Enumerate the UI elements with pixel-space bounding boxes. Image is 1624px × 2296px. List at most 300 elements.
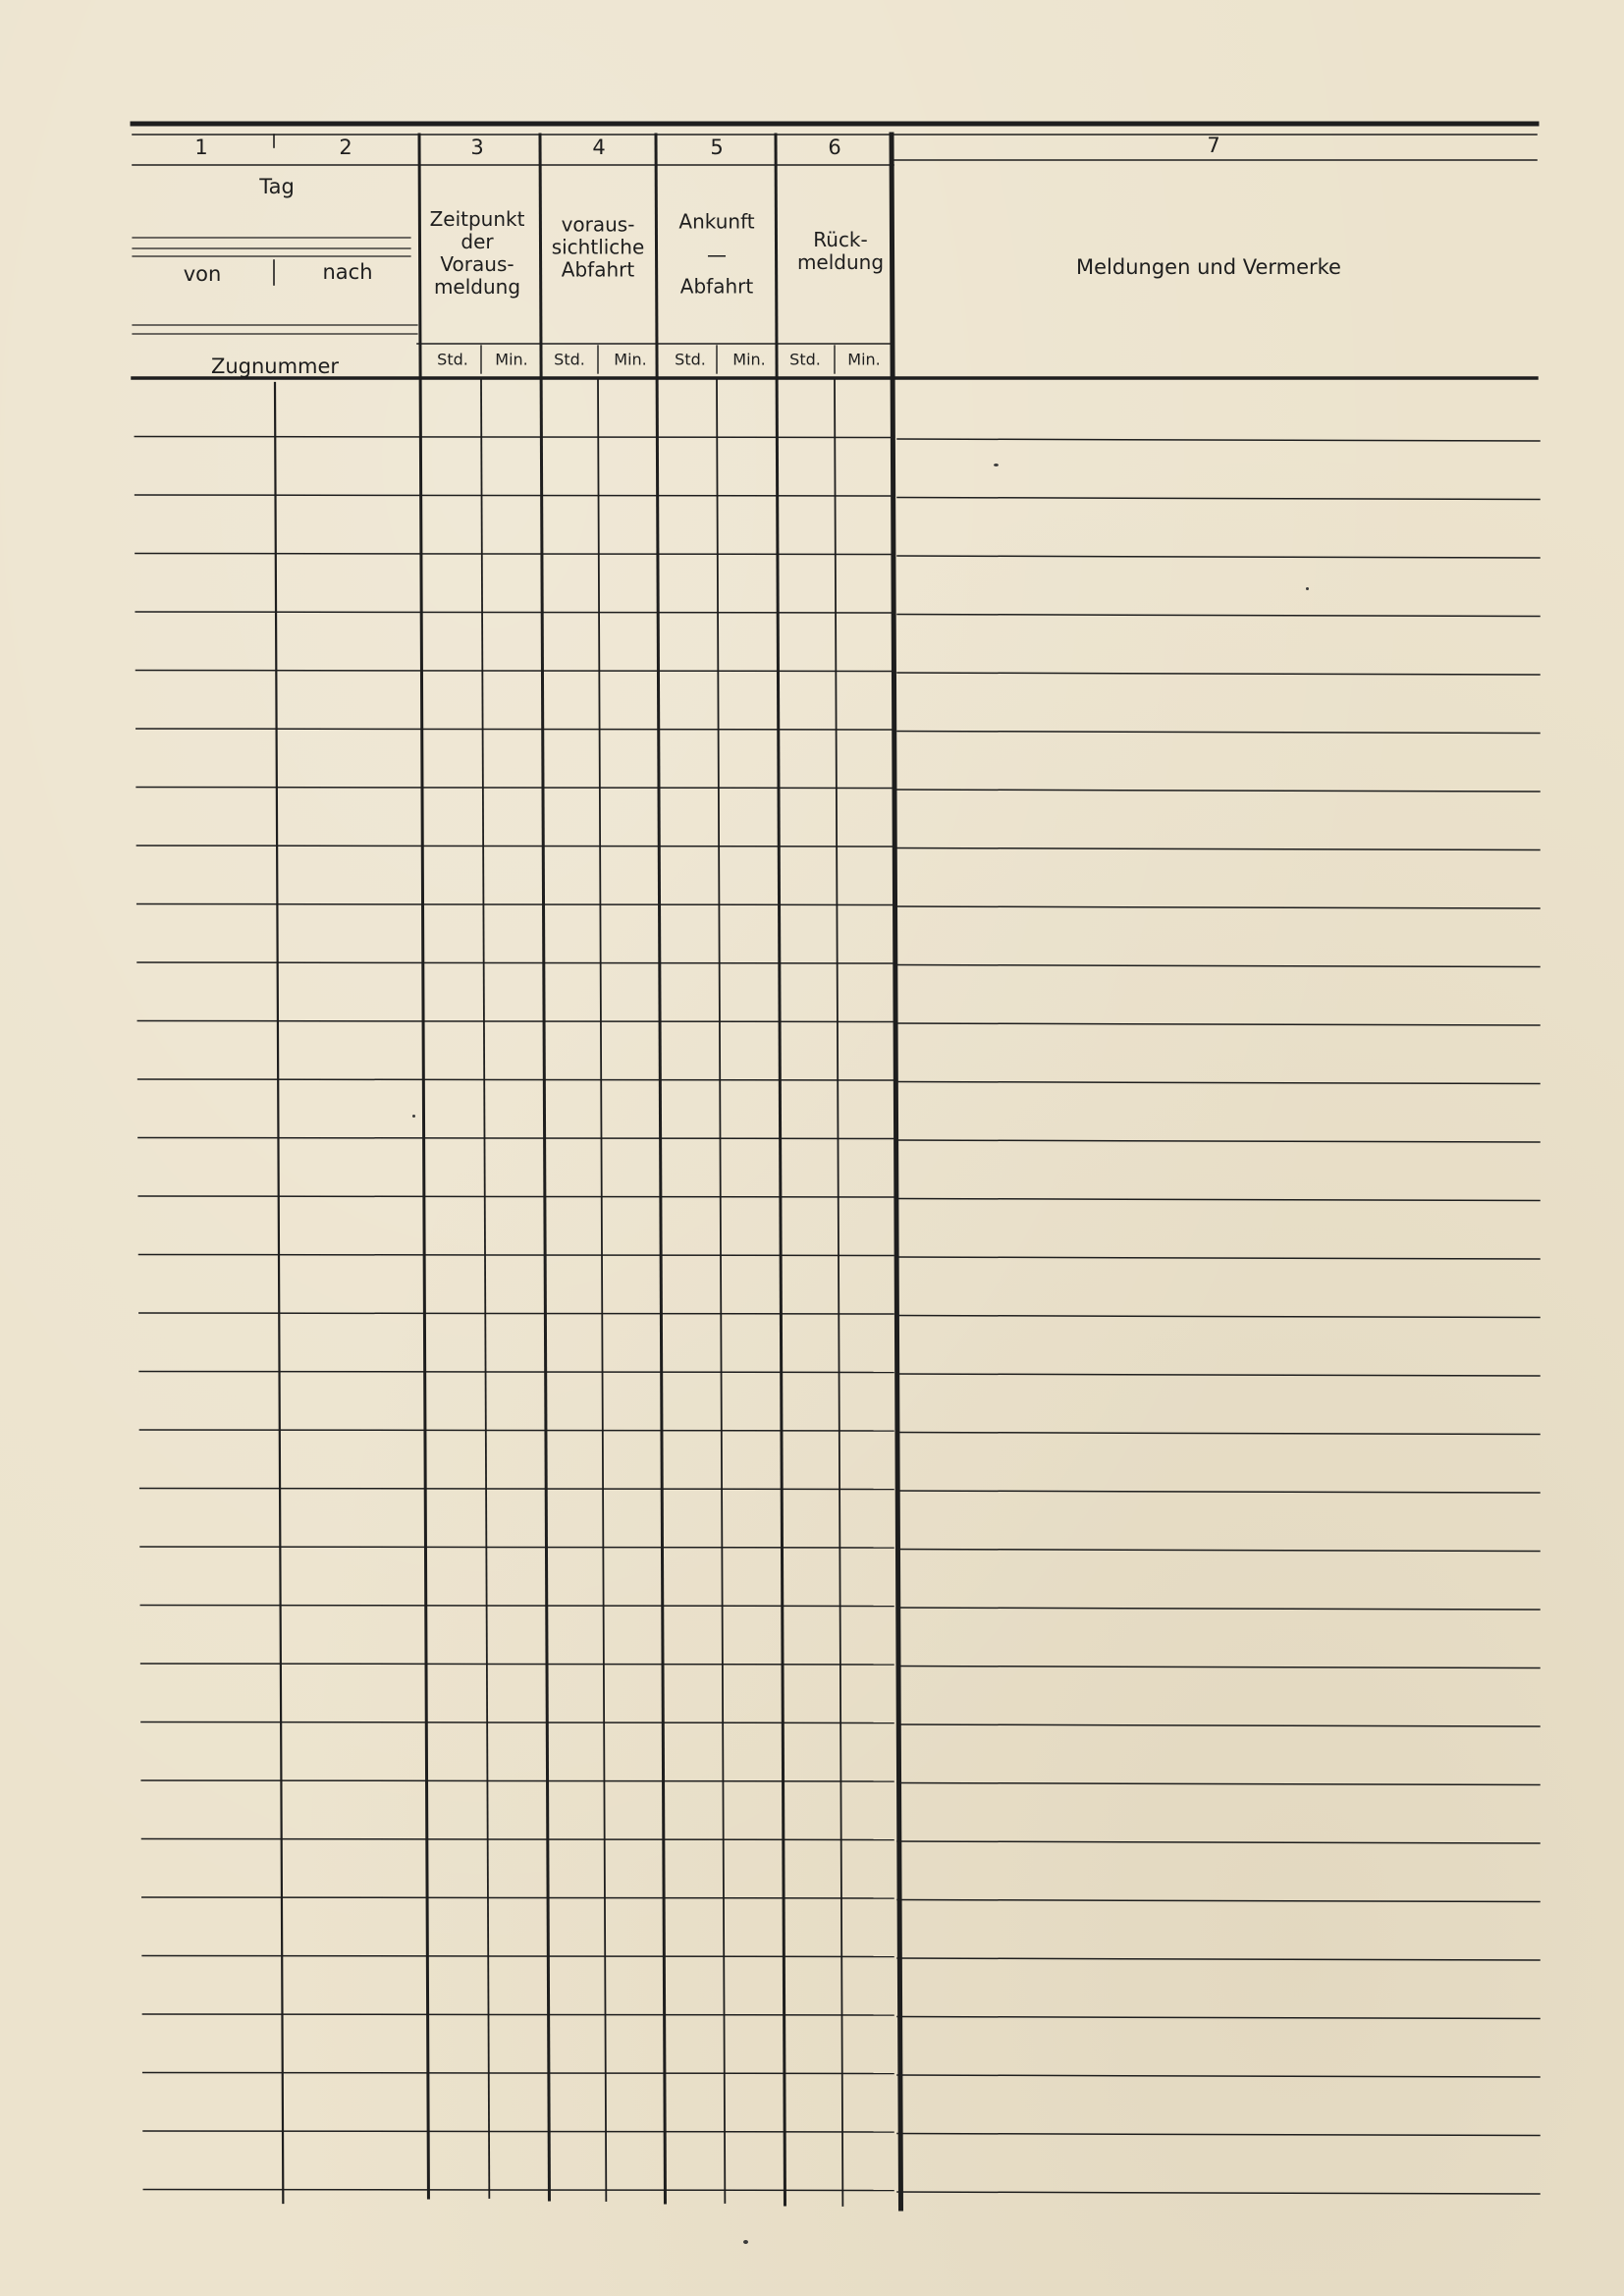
cell-min[interactable] bbox=[490, 1550, 544, 1601]
cell-std[interactable] bbox=[667, 1842, 722, 1893]
cell-date[interactable] bbox=[140, 965, 273, 1016]
cell-std[interactable] bbox=[786, 1842, 840, 1893]
cell-train[interactable] bbox=[286, 1492, 421, 1543]
cell-std[interactable] bbox=[780, 557, 834, 608]
cell-std[interactable] bbox=[783, 1141, 837, 1192]
cell-std[interactable] bbox=[659, 381, 714, 432]
cell-min[interactable] bbox=[722, 791, 776, 842]
cell-std[interactable] bbox=[548, 1258, 601, 1309]
cell-std[interactable] bbox=[544, 557, 597, 608]
cell-train[interactable] bbox=[281, 498, 416, 549]
cell-min[interactable] bbox=[840, 907, 893, 958]
cell-std[interactable] bbox=[551, 1959, 604, 2010]
cell-min[interactable] bbox=[601, 440, 655, 491]
cell-min[interactable] bbox=[604, 965, 658, 1016]
cell-std[interactable] bbox=[427, 1375, 484, 1426]
cell-min[interactable] bbox=[602, 498, 656, 549]
cell-train[interactable] bbox=[283, 1024, 418, 1075]
cell-min[interactable] bbox=[843, 1492, 896, 1543]
cell-min[interactable] bbox=[493, 2134, 547, 2185]
cell-remarks[interactable] bbox=[901, 440, 1530, 491]
cell-std[interactable] bbox=[666, 1783, 721, 1834]
cell-train[interactable] bbox=[283, 907, 418, 958]
cell-std[interactable] bbox=[785, 1550, 839, 1601]
cell-train[interactable] bbox=[289, 2076, 424, 2127]
cell-std[interactable] bbox=[430, 1842, 487, 1893]
cell-std[interactable] bbox=[668, 2076, 723, 2127]
cell-date[interactable] bbox=[146, 2134, 279, 2185]
cell-date[interactable] bbox=[145, 1900, 278, 1951]
cell-min[interactable] bbox=[842, 1258, 895, 1309]
cell-std[interactable] bbox=[661, 848, 716, 900]
cell-min[interactable] bbox=[724, 1199, 778, 1250]
cell-date[interactable] bbox=[145, 1959, 278, 2010]
cell-min[interactable] bbox=[846, 2134, 899, 2185]
cell-train[interactable] bbox=[285, 1258, 420, 1309]
cell-std[interactable] bbox=[546, 907, 599, 958]
cell-remarks[interactable] bbox=[902, 498, 1531, 549]
cell-train[interactable] bbox=[284, 1141, 419, 1192]
cell-min[interactable] bbox=[844, 1667, 897, 1718]
cell-min[interactable] bbox=[722, 674, 776, 725]
cell-std[interactable] bbox=[787, 2076, 841, 2127]
cell-min[interactable] bbox=[602, 615, 656, 666]
cell-date[interactable] bbox=[139, 732, 272, 783]
cell-min[interactable] bbox=[491, 1725, 545, 1777]
cell-min[interactable] bbox=[725, 1258, 779, 1309]
cell-min[interactable] bbox=[844, 1783, 897, 1834]
cell-train[interactable] bbox=[282, 674, 417, 725]
cell-std[interactable] bbox=[431, 2076, 488, 2127]
cell-std[interactable] bbox=[425, 907, 482, 958]
cell-min[interactable] bbox=[839, 498, 892, 549]
cell-min[interactable] bbox=[602, 557, 656, 608]
cell-std[interactable] bbox=[780, 498, 834, 549]
cell-min[interactable] bbox=[843, 1550, 896, 1601]
cell-remarks[interactable] bbox=[910, 2076, 1539, 2127]
cell-min[interactable] bbox=[842, 1316, 895, 1367]
cell-min[interactable] bbox=[607, 1492, 661, 1543]
cell-std[interactable] bbox=[426, 1082, 483, 1133]
cell-std[interactable] bbox=[430, 2017, 487, 2068]
cell-std[interactable] bbox=[664, 1375, 719, 1426]
cell-min[interactable] bbox=[490, 1492, 544, 1543]
cell-train[interactable] bbox=[285, 1375, 420, 1426]
cell-min[interactable] bbox=[492, 2017, 546, 2068]
cell-min[interactable] bbox=[604, 1024, 658, 1075]
cell-min[interactable] bbox=[489, 1258, 543, 1309]
cell-min[interactable] bbox=[845, 2017, 898, 2068]
cell-min[interactable] bbox=[840, 1024, 893, 1075]
cell-std[interactable] bbox=[785, 1492, 839, 1543]
cell-min[interactable] bbox=[606, 1433, 660, 1484]
cell-date[interactable] bbox=[141, 1141, 274, 1192]
cell-remarks[interactable] bbox=[906, 1375, 1535, 1426]
cell-train[interactable] bbox=[288, 1959, 423, 2010]
cell-min[interactable] bbox=[723, 1024, 777, 1075]
cell-min[interactable] bbox=[608, 1667, 662, 1718]
cell-min[interactable] bbox=[728, 2017, 782, 2068]
cell-std[interactable] bbox=[550, 1783, 603, 1834]
cell-remarks[interactable] bbox=[908, 1783, 1537, 1834]
cell-std[interactable] bbox=[426, 1141, 483, 1192]
cell-min[interactable] bbox=[727, 1725, 781, 1777]
cell-min[interactable] bbox=[486, 674, 540, 725]
cell-std[interactable] bbox=[786, 2017, 840, 2068]
cell-std[interactable] bbox=[549, 1492, 602, 1543]
cell-date[interactable] bbox=[145, 2017, 278, 2068]
cell-min[interactable] bbox=[721, 557, 775, 608]
cell-std[interactable] bbox=[663, 1082, 718, 1133]
cell-min[interactable] bbox=[604, 907, 658, 958]
cell-std[interactable] bbox=[429, 1667, 486, 1718]
cell-min[interactable] bbox=[486, 791, 540, 842]
cell-min[interactable] bbox=[487, 1024, 541, 1075]
cell-remarks[interactable] bbox=[905, 1082, 1534, 1133]
cell-date[interactable] bbox=[143, 1609, 276, 1660]
cell-std[interactable] bbox=[545, 732, 598, 783]
cell-min[interactable] bbox=[487, 965, 541, 1016]
cell-std[interactable] bbox=[786, 1900, 840, 1951]
cell-std[interactable] bbox=[549, 1609, 602, 1660]
cell-remarks[interactable] bbox=[901, 381, 1530, 432]
cell-std[interactable] bbox=[551, 1900, 604, 1951]
cell-date[interactable] bbox=[144, 1783, 277, 1834]
cell-std[interactable] bbox=[543, 440, 596, 491]
cell-std[interactable] bbox=[429, 1783, 486, 1834]
cell-remarks[interactable] bbox=[903, 732, 1532, 783]
cell-min[interactable] bbox=[603, 674, 657, 725]
cell-date[interactable] bbox=[142, 1316, 275, 1367]
cell-min[interactable] bbox=[609, 1900, 663, 1951]
cell-std[interactable] bbox=[546, 1024, 599, 1075]
cell-remarks[interactable] bbox=[903, 674, 1532, 725]
cell-train[interactable] bbox=[280, 381, 415, 432]
cell-min[interactable] bbox=[492, 1959, 546, 2010]
cell-min[interactable] bbox=[839, 615, 892, 666]
cell-min[interactable] bbox=[610, 2134, 664, 2185]
cell-train[interactable] bbox=[288, 2017, 423, 2068]
cell-min[interactable] bbox=[840, 965, 893, 1016]
cell-date[interactable] bbox=[137, 381, 270, 432]
cell-std[interactable] bbox=[545, 848, 598, 900]
cell-min[interactable] bbox=[720, 440, 774, 491]
cell-train[interactable] bbox=[288, 1900, 423, 1951]
cell-min[interactable] bbox=[603, 732, 657, 783]
cell-min[interactable] bbox=[727, 1667, 781, 1718]
cell-min[interactable] bbox=[489, 1316, 543, 1367]
cell-std[interactable] bbox=[785, 1783, 839, 1834]
cell-train[interactable] bbox=[281, 615, 416, 666]
cell-std[interactable] bbox=[659, 440, 714, 491]
cell-train[interactable] bbox=[287, 1667, 422, 1718]
cell-std[interactable] bbox=[660, 615, 715, 666]
cell-min[interactable] bbox=[607, 1550, 661, 1601]
cell-min[interactable] bbox=[726, 1609, 780, 1660]
cell-std[interactable] bbox=[545, 791, 598, 842]
cell-date[interactable] bbox=[138, 615, 271, 666]
cell-date[interactable] bbox=[142, 1375, 275, 1426]
cell-std[interactable] bbox=[424, 791, 481, 842]
cell-train[interactable] bbox=[286, 1609, 421, 1660]
cell-std[interactable] bbox=[430, 1959, 487, 2010]
cell-min[interactable] bbox=[493, 2076, 547, 2127]
cell-std[interactable] bbox=[662, 1024, 717, 1075]
cell-min[interactable] bbox=[845, 1842, 898, 1893]
cell-std[interactable] bbox=[779, 381, 833, 432]
cell-std[interactable] bbox=[430, 1900, 487, 1951]
cell-date[interactable] bbox=[141, 1082, 274, 1133]
cell-date[interactable] bbox=[142, 1258, 275, 1309]
cell-std[interactable] bbox=[422, 440, 479, 491]
cell-std[interactable] bbox=[779, 440, 833, 491]
cell-std[interactable] bbox=[551, 1842, 604, 1893]
cell-std[interactable] bbox=[662, 907, 717, 958]
cell-remarks[interactable] bbox=[904, 965, 1533, 1016]
cell-std[interactable] bbox=[544, 615, 597, 666]
cell-std[interactable] bbox=[425, 965, 482, 1016]
cell-remarks[interactable] bbox=[906, 1316, 1535, 1367]
cell-min[interactable] bbox=[606, 1258, 660, 1309]
cell-std[interactable] bbox=[784, 1433, 838, 1484]
cell-min[interactable] bbox=[722, 848, 776, 900]
cell-min[interactable] bbox=[844, 1725, 897, 1777]
cell-std[interactable] bbox=[785, 1725, 839, 1777]
cell-std[interactable] bbox=[785, 1667, 839, 1718]
cell-std[interactable] bbox=[543, 381, 596, 432]
cell-std[interactable] bbox=[548, 1316, 601, 1367]
cell-date[interactable] bbox=[139, 674, 272, 725]
cell-std[interactable] bbox=[784, 1375, 838, 1426]
cell-std[interactable] bbox=[550, 1667, 603, 1718]
cell-min[interactable] bbox=[488, 1199, 542, 1250]
cell-min[interactable] bbox=[728, 1959, 782, 2010]
cell-std[interactable] bbox=[431, 2134, 488, 2185]
cell-std[interactable] bbox=[547, 1199, 600, 1250]
cell-std[interactable] bbox=[783, 1199, 837, 1250]
cell-train[interactable] bbox=[287, 1783, 422, 1834]
cell-min[interactable] bbox=[838, 381, 891, 432]
cell-remarks[interactable] bbox=[910, 2134, 1539, 2185]
cell-std[interactable] bbox=[780, 615, 834, 666]
cell-min[interactable] bbox=[607, 1609, 661, 1660]
cell-train[interactable] bbox=[284, 1082, 419, 1133]
cell-min[interactable] bbox=[728, 1842, 782, 1893]
cell-std[interactable] bbox=[782, 965, 836, 1016]
cell-min[interactable] bbox=[485, 615, 539, 666]
cell-min[interactable] bbox=[839, 674, 893, 725]
cell-std[interactable] bbox=[423, 615, 480, 666]
cell-train[interactable] bbox=[287, 1725, 422, 1777]
cell-remarks[interactable] bbox=[907, 1609, 1536, 1660]
cell-date[interactable] bbox=[138, 498, 271, 549]
cell-std[interactable] bbox=[551, 2017, 604, 2068]
cell-std[interactable] bbox=[663, 1199, 718, 1250]
cell-train[interactable] bbox=[286, 1550, 421, 1601]
cell-train[interactable] bbox=[282, 848, 417, 900]
cell-min[interactable] bbox=[720, 381, 774, 432]
cell-std[interactable] bbox=[785, 1609, 839, 1660]
cell-min[interactable] bbox=[608, 1783, 662, 1834]
cell-std[interactable] bbox=[426, 1199, 483, 1250]
cell-train[interactable] bbox=[280, 440, 415, 491]
cell-std[interactable] bbox=[662, 965, 717, 1016]
cell-std[interactable] bbox=[548, 1375, 601, 1426]
cell-min[interactable] bbox=[845, 1959, 898, 2010]
cell-std[interactable] bbox=[781, 732, 835, 783]
cell-min[interactable] bbox=[724, 1141, 778, 1192]
cell-min[interactable] bbox=[724, 1082, 778, 1133]
cell-min[interactable] bbox=[722, 732, 776, 783]
cell-remarks[interactable] bbox=[905, 1141, 1534, 1192]
cell-min[interactable] bbox=[725, 1433, 779, 1484]
cell-std[interactable] bbox=[666, 1667, 721, 1718]
cell-std[interactable] bbox=[552, 2076, 605, 2127]
cell-std[interactable] bbox=[781, 848, 835, 900]
cell-std[interactable] bbox=[423, 498, 480, 549]
cell-min[interactable] bbox=[723, 907, 777, 958]
cell-min[interactable] bbox=[491, 1783, 545, 1834]
cell-std[interactable] bbox=[660, 498, 715, 549]
cell-min[interactable] bbox=[839, 791, 893, 842]
cell-std[interactable] bbox=[424, 674, 481, 725]
cell-min[interactable] bbox=[838, 440, 891, 491]
cell-train[interactable] bbox=[285, 1316, 420, 1367]
cell-remarks[interactable] bbox=[905, 1199, 1534, 1250]
cell-std[interactable] bbox=[552, 2134, 605, 2185]
cell-std[interactable] bbox=[667, 1900, 722, 1951]
cell-min[interactable] bbox=[839, 557, 892, 608]
cell-date[interactable] bbox=[137, 440, 270, 491]
cell-remarks[interactable] bbox=[907, 1492, 1536, 1543]
cell-min[interactable] bbox=[843, 1609, 896, 1660]
cell-remarks[interactable] bbox=[909, 1900, 1538, 1951]
cell-std[interactable] bbox=[546, 965, 599, 1016]
cell-train[interactable] bbox=[288, 1842, 423, 1893]
cell-date[interactable] bbox=[141, 1199, 274, 1250]
cell-std[interactable] bbox=[668, 2134, 723, 2185]
cell-std[interactable] bbox=[545, 674, 598, 725]
cell-min[interactable] bbox=[486, 848, 540, 900]
cell-remarks[interactable] bbox=[909, 1959, 1538, 2010]
cell-std[interactable] bbox=[427, 1316, 484, 1367]
cell-min[interactable] bbox=[841, 1199, 894, 1250]
cell-min[interactable] bbox=[488, 1082, 542, 1133]
cell-std[interactable] bbox=[547, 1082, 600, 1133]
cell-date[interactable] bbox=[139, 848, 272, 900]
cell-min[interactable] bbox=[492, 1842, 546, 1893]
cell-min[interactable] bbox=[601, 381, 655, 432]
cell-min[interactable] bbox=[723, 965, 777, 1016]
cell-std[interactable] bbox=[783, 1082, 837, 1133]
cell-std[interactable] bbox=[667, 2017, 722, 2068]
cell-std[interactable] bbox=[664, 1258, 719, 1309]
cell-std[interactable] bbox=[787, 2134, 841, 2185]
cell-min[interactable] bbox=[488, 1141, 542, 1192]
cell-std[interactable] bbox=[424, 848, 481, 900]
cell-remarks[interactable] bbox=[908, 1667, 1537, 1718]
cell-date[interactable] bbox=[143, 1492, 276, 1543]
cell-min[interactable] bbox=[609, 1959, 663, 2010]
cell-min[interactable] bbox=[726, 1492, 780, 1543]
cell-min[interactable] bbox=[606, 1375, 660, 1426]
cell-min[interactable] bbox=[606, 1316, 660, 1367]
cell-std[interactable] bbox=[428, 1492, 485, 1543]
cell-train[interactable] bbox=[283, 965, 418, 1016]
cell-min[interactable] bbox=[605, 1199, 659, 1250]
cell-remarks[interactable] bbox=[903, 848, 1532, 900]
cell-std[interactable] bbox=[661, 674, 716, 725]
cell-min[interactable] bbox=[725, 1375, 779, 1426]
cell-std[interactable] bbox=[550, 1725, 603, 1777]
cell-std[interactable] bbox=[424, 732, 481, 783]
cell-std[interactable] bbox=[549, 1550, 602, 1601]
cell-min[interactable] bbox=[845, 1900, 898, 1951]
cell-min[interactable] bbox=[725, 1316, 779, 1367]
cell-min[interactable] bbox=[727, 1783, 781, 1834]
cell-min[interactable] bbox=[841, 1141, 894, 1192]
cell-std[interactable] bbox=[786, 1959, 840, 2010]
cell-min[interactable] bbox=[603, 848, 657, 900]
cell-std[interactable] bbox=[666, 1725, 721, 1777]
cell-date[interactable] bbox=[140, 907, 273, 958]
cell-min[interactable] bbox=[721, 498, 775, 549]
cell-min[interactable] bbox=[605, 1082, 659, 1133]
cell-std[interactable] bbox=[661, 732, 716, 783]
cell-std[interactable] bbox=[425, 1024, 482, 1075]
cell-date[interactable] bbox=[146, 2076, 279, 2127]
cell-std[interactable] bbox=[782, 907, 836, 958]
cell-remarks[interactable] bbox=[904, 907, 1533, 958]
cell-date[interactable] bbox=[142, 1433, 275, 1484]
cell-std[interactable] bbox=[547, 1141, 600, 1192]
cell-date[interactable] bbox=[144, 1667, 277, 1718]
cell-date[interactable] bbox=[144, 1725, 277, 1777]
cell-std[interactable] bbox=[664, 1316, 719, 1367]
cell-train[interactable] bbox=[282, 791, 417, 842]
cell-remarks[interactable] bbox=[909, 1842, 1538, 1893]
cell-std[interactable] bbox=[548, 1433, 601, 1484]
cell-min[interactable] bbox=[487, 907, 541, 958]
cell-min[interactable] bbox=[609, 1842, 663, 1893]
cell-remarks[interactable] bbox=[909, 2017, 1538, 2068]
cell-min[interactable] bbox=[486, 732, 540, 783]
cell-min[interactable] bbox=[605, 1141, 659, 1192]
cell-std[interactable] bbox=[429, 1725, 486, 1777]
cell-train[interactable] bbox=[289, 2134, 424, 2185]
cell-min[interactable] bbox=[842, 1375, 895, 1426]
cell-std[interactable] bbox=[784, 1316, 838, 1367]
cell-min[interactable] bbox=[609, 2017, 663, 2068]
cell-min[interactable] bbox=[841, 1082, 894, 1133]
cell-min[interactable] bbox=[489, 1375, 543, 1426]
cell-min[interactable] bbox=[608, 1725, 662, 1777]
cell-date[interactable] bbox=[139, 791, 272, 842]
cell-min[interactable] bbox=[485, 498, 539, 549]
cell-std[interactable] bbox=[428, 1550, 485, 1601]
cell-std[interactable] bbox=[660, 557, 715, 608]
cell-std[interactable] bbox=[664, 1433, 719, 1484]
cell-std[interactable] bbox=[422, 381, 479, 432]
cell-remarks[interactable] bbox=[903, 791, 1532, 842]
cell-train[interactable] bbox=[282, 732, 417, 783]
cell-train[interactable] bbox=[281, 557, 416, 608]
cell-min[interactable] bbox=[610, 2076, 664, 2127]
cell-date[interactable] bbox=[145, 1842, 278, 1893]
cell-min[interactable] bbox=[729, 2076, 783, 2127]
cell-remarks[interactable] bbox=[908, 1725, 1537, 1777]
cell-std[interactable] bbox=[782, 1024, 836, 1075]
